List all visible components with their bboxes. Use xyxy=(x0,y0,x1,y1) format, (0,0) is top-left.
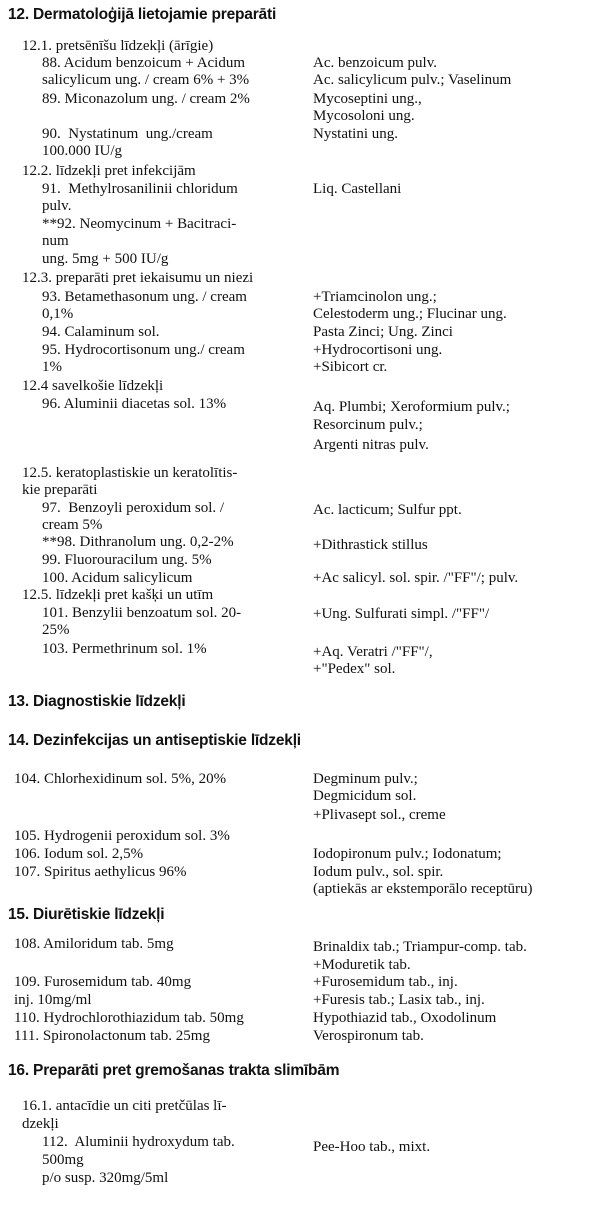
alt-104-line1: Degminum pulv.; xyxy=(313,771,418,787)
subsection-16-1-line2: dzekļi xyxy=(22,1116,59,1132)
item-110: 110. Hydrochlorothiazidum tab. 50mg xyxy=(14,1010,244,1026)
item-99: 99. Fluorouracilum ung. 5% xyxy=(42,552,212,568)
alt-112: Pee-Hoo tab., mixt. xyxy=(313,1139,431,1155)
item-94: 94. Calaminum sol. xyxy=(42,324,160,340)
item-97-line2: cream 5% xyxy=(42,517,103,533)
item-91-line1: 91. Methylrosanilinii chloridum xyxy=(42,181,238,197)
section-13-heading: 13. Diagnostiskie līdzekļi xyxy=(8,693,186,710)
alt-98: +Dithrastick stillus xyxy=(313,537,428,553)
alt-89-line1: Mycoseptini ung., xyxy=(313,91,422,107)
alt-95-line2: +Sibicort cr. xyxy=(313,359,388,375)
item-92-line1: **92. Neomycinum + Bacitraci- xyxy=(42,216,237,232)
subsection-12-5-line1: 12.5. keratoplastiskie un keratolītis- xyxy=(22,465,238,481)
item-112-line1: 112. Aluminii hydroxydum tab. xyxy=(42,1134,235,1150)
alt-96-line1: Aq. Plumbi; Xeroformium pulv.; xyxy=(313,399,510,415)
section-12-heading: 12. Dermatoloģijā lietojamie preparāti xyxy=(8,6,277,23)
item-97-line1: 97. Benzoyli peroxidum sol. / xyxy=(42,500,225,516)
item-91-line2: pulv. xyxy=(42,198,72,214)
item-112-line2: 500mg xyxy=(42,1152,84,1168)
alt-93-line2: Celestoderm ung.; Flucinar ung. xyxy=(313,306,507,322)
item-105: 105. Hydrogenii peroxidum sol. 3% xyxy=(14,828,230,844)
item-101-line1: 101. Benzylii benzoatum sol. 20- xyxy=(42,605,242,621)
alt-93-line1: +Triamcinolon ung.; xyxy=(313,289,437,305)
item-89: 89. Miconazolum ung. / cream 2% xyxy=(42,91,250,107)
alt-95-line1: +Hydrocortisoni ung. xyxy=(313,342,443,358)
alt-109-line2: +Furesis tab.; Lasix tab., inj. xyxy=(313,992,485,1008)
subsection-12-5b: 12.5. līdzekļi pret kašķi un utīm xyxy=(22,587,214,603)
item-92-line3: ung. 5mg + 500 IU/g xyxy=(42,251,169,267)
section-14-heading: 14. Dezinfekcijas un antiseptiskie līdzekļi xyxy=(8,732,301,749)
alt-96-line2: Resorcinum pulv.; xyxy=(313,417,423,433)
item-93-line2: 0,1% xyxy=(42,306,74,322)
item-98: **98. Dithranolum ung. 0,2-2% xyxy=(42,534,234,550)
alt-111: Verospironum tab. xyxy=(313,1028,424,1044)
item-90-line1: 90. Nystatinum ung./cream xyxy=(42,126,213,142)
alt-104-line2: Degmicidum sol. xyxy=(313,788,417,804)
subsection-12-5-line2: kie preparāti xyxy=(22,482,98,498)
subsection-16-1-line1: 16.1. antacīdie un citi pretčūlas lī- xyxy=(22,1098,227,1114)
item-104: 104. Chlorhexidinum sol. 5%, 20% xyxy=(14,771,227,787)
item-111: 111. Spironolactonum tab. 25mg xyxy=(14,1028,210,1044)
alt-89-line2: Mycosoloni ung. xyxy=(313,108,415,124)
item-112-line3: p/o susp. 320mg/5ml xyxy=(42,1170,169,1186)
item-90-line2: 100.000 IU/g xyxy=(42,143,122,159)
alt-103-line1: +Aq. Veratri /"FF"/, xyxy=(313,644,433,660)
alt-103-line2: +"Pedex" sol. xyxy=(313,661,396,677)
item-108: 108. Amiloridum tab. 5mg xyxy=(14,936,174,952)
alt-91: Liq. Castellani xyxy=(313,181,402,197)
alt-110: Hypothiazid tab., Oxodolinum xyxy=(313,1010,497,1026)
item-106: 106. Iodum sol. 2,5% xyxy=(14,846,144,862)
alt-101: +Ung. Sulfurati simpl. /"FF"/ xyxy=(313,606,490,622)
alt-88-line1: Ac. benzoicum pulv. xyxy=(313,55,437,71)
alt-100: +Ac salicyl. sol. spir. /"FF"/; pulv. xyxy=(313,570,519,586)
alt-104-line3: +Plivasept sol., creme xyxy=(313,807,446,823)
item-88-line1: 88. Acidum benzoicum + Acidum xyxy=(42,55,246,71)
alt-107-line2: (aptiekās ar ekstemporālo receptūru) xyxy=(313,881,533,897)
item-107: 107. Spiritus aethylicus 96% xyxy=(14,864,187,880)
alt-109-line1: +Furosemidum tab., inj. xyxy=(313,974,458,990)
alt-90: Nystatini ung. xyxy=(313,126,398,142)
alt-107-line1: Iodum pulv., sol. spir. xyxy=(313,864,444,880)
alt-97: Ac. lacticum; Sulfur ppt. xyxy=(313,502,462,518)
item-93-line1: 93. Betamethasonum ung. / cream xyxy=(42,289,247,305)
item-103: 103. Permethrinum sol. 1% xyxy=(42,641,207,657)
alt-88-line2: Ac. salicylicum pulv.; Vaselinum xyxy=(313,72,512,88)
item-109-line1: 109. Furosemidum tab. 40mg xyxy=(14,974,192,990)
section-15-heading: 15. Diurētiskie līdzekļi xyxy=(8,906,165,923)
item-101-line2: 25% xyxy=(42,622,70,638)
alt-108-line1: Brinaldix tab.; Triampur-comp. tab. xyxy=(313,939,527,955)
subsection-12-1: 12.1. pretsēnīšu līdzekļi (ārīgie) xyxy=(22,38,214,54)
item-100: 100. Acidum salicylicum xyxy=(42,570,193,586)
item-109-line2: inj. 10mg/ml xyxy=(14,992,92,1008)
alt-106: Iodopironum pulv.; Iodonatum; xyxy=(313,846,502,862)
item-92-line2: num xyxy=(42,233,69,249)
item-95-line2: 1% xyxy=(42,359,62,375)
alt-94: Pasta Zinci; Ung. Zinci xyxy=(313,324,453,340)
item-88-line2: salicylicum ung. / cream 6% + 3% xyxy=(42,72,250,88)
subsection-12-3: 12.3. preparāti pret iekaisumu un niezi xyxy=(22,270,254,286)
section-16-heading: 16. Preparāti pret gremošanas trakta slimībām xyxy=(8,1062,340,1079)
alt-108-line2: +Moduretik tab. xyxy=(313,957,411,973)
item-95-line1: 95. Hydrocortisonum ung./ cream xyxy=(42,342,245,358)
alt-96-line3: Argenti nitras pulv. xyxy=(313,437,429,453)
subsection-12-4: 12.4 savelkošie līdzekļi xyxy=(22,378,164,394)
subsection-12-2: 12.2. līdzekļi pret infekcijām xyxy=(22,163,196,179)
item-96: 96. Aluminii diacetas sol. 13% xyxy=(42,396,227,412)
